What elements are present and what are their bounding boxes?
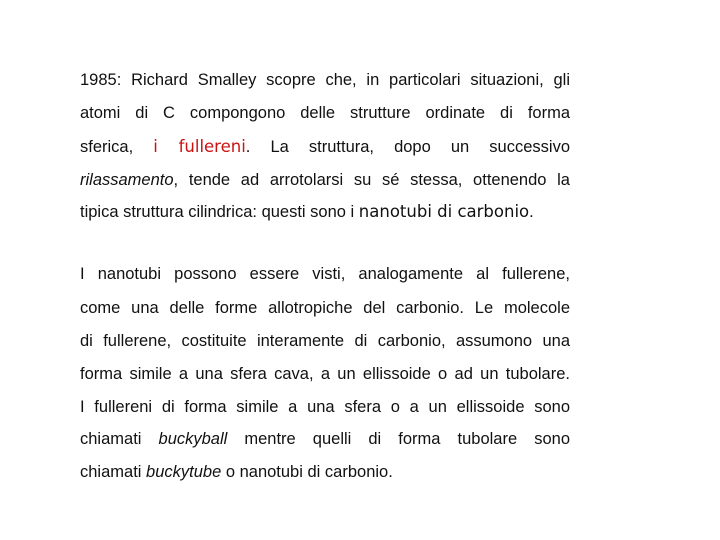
- p1-line-5-pre: tipica struttura cilindrica: questi sono i: [80, 203, 359, 221]
- p2-line-7-pre: chiamati: [80, 463, 147, 481]
- p1-line-5-post: .: [529, 203, 534, 221]
- buckyball-term: buckyball: [158, 430, 228, 448]
- p2-line-2: come una delle forme allotropiche del carbonio. Le molecole: [80, 299, 570, 317]
- p1-line-5: [80, 202, 570, 222]
- nanotubi-term: nanotubi di carbonio: [358, 202, 530, 221]
- p1-line-4-post: , tende ad arrotolarsi su sé stessa, ottenendo la: [173, 171, 570, 189]
- p2-line-3: di fullerene, costituite interamente di carbonio, assumono una: [80, 332, 570, 350]
- p1-line-2: atomi di C compongono delle strutture ordinate di forma: [80, 104, 570, 122]
- p1-line-4: [80, 170, 570, 190]
- p2-line-7: [80, 462, 570, 482]
- p2-line-7-post: o nanotubi di carbonio.: [221, 463, 393, 481]
- buckytube-term: buckytube: [146, 463, 222, 481]
- p1-line-3-pre: sferica,: [80, 138, 154, 156]
- p2-line-6-post: mentre quelli di forma tubolare sono: [227, 430, 571, 448]
- p2-line-1: I nanotubi possono essere visti, analogamente al fullerene,: [80, 265, 570, 283]
- p2-line-6-pre: chiamati: [80, 430, 159, 448]
- p2-line-4: forma simile a una sfera cava, a un ellissoide o ad un tubolare.: [80, 365, 570, 383]
- rilassamento-term: rilassamento: [80, 171, 174, 189]
- p2-line-6: [80, 429, 570, 449]
- p1-line-3-post: . La struttura, dopo un successivo: [245, 138, 570, 156]
- p1-line-3: [80, 137, 570, 157]
- p2-line-5: I fullereni di forma simile a una sfera o a un ellissoide sono: [80, 398, 570, 416]
- p1-line-1: 1985: Richard Smalley scopre che, in particolari situazioni, gli: [80, 71, 570, 89]
- fullereni-highlight: i fullereni: [153, 137, 246, 156]
